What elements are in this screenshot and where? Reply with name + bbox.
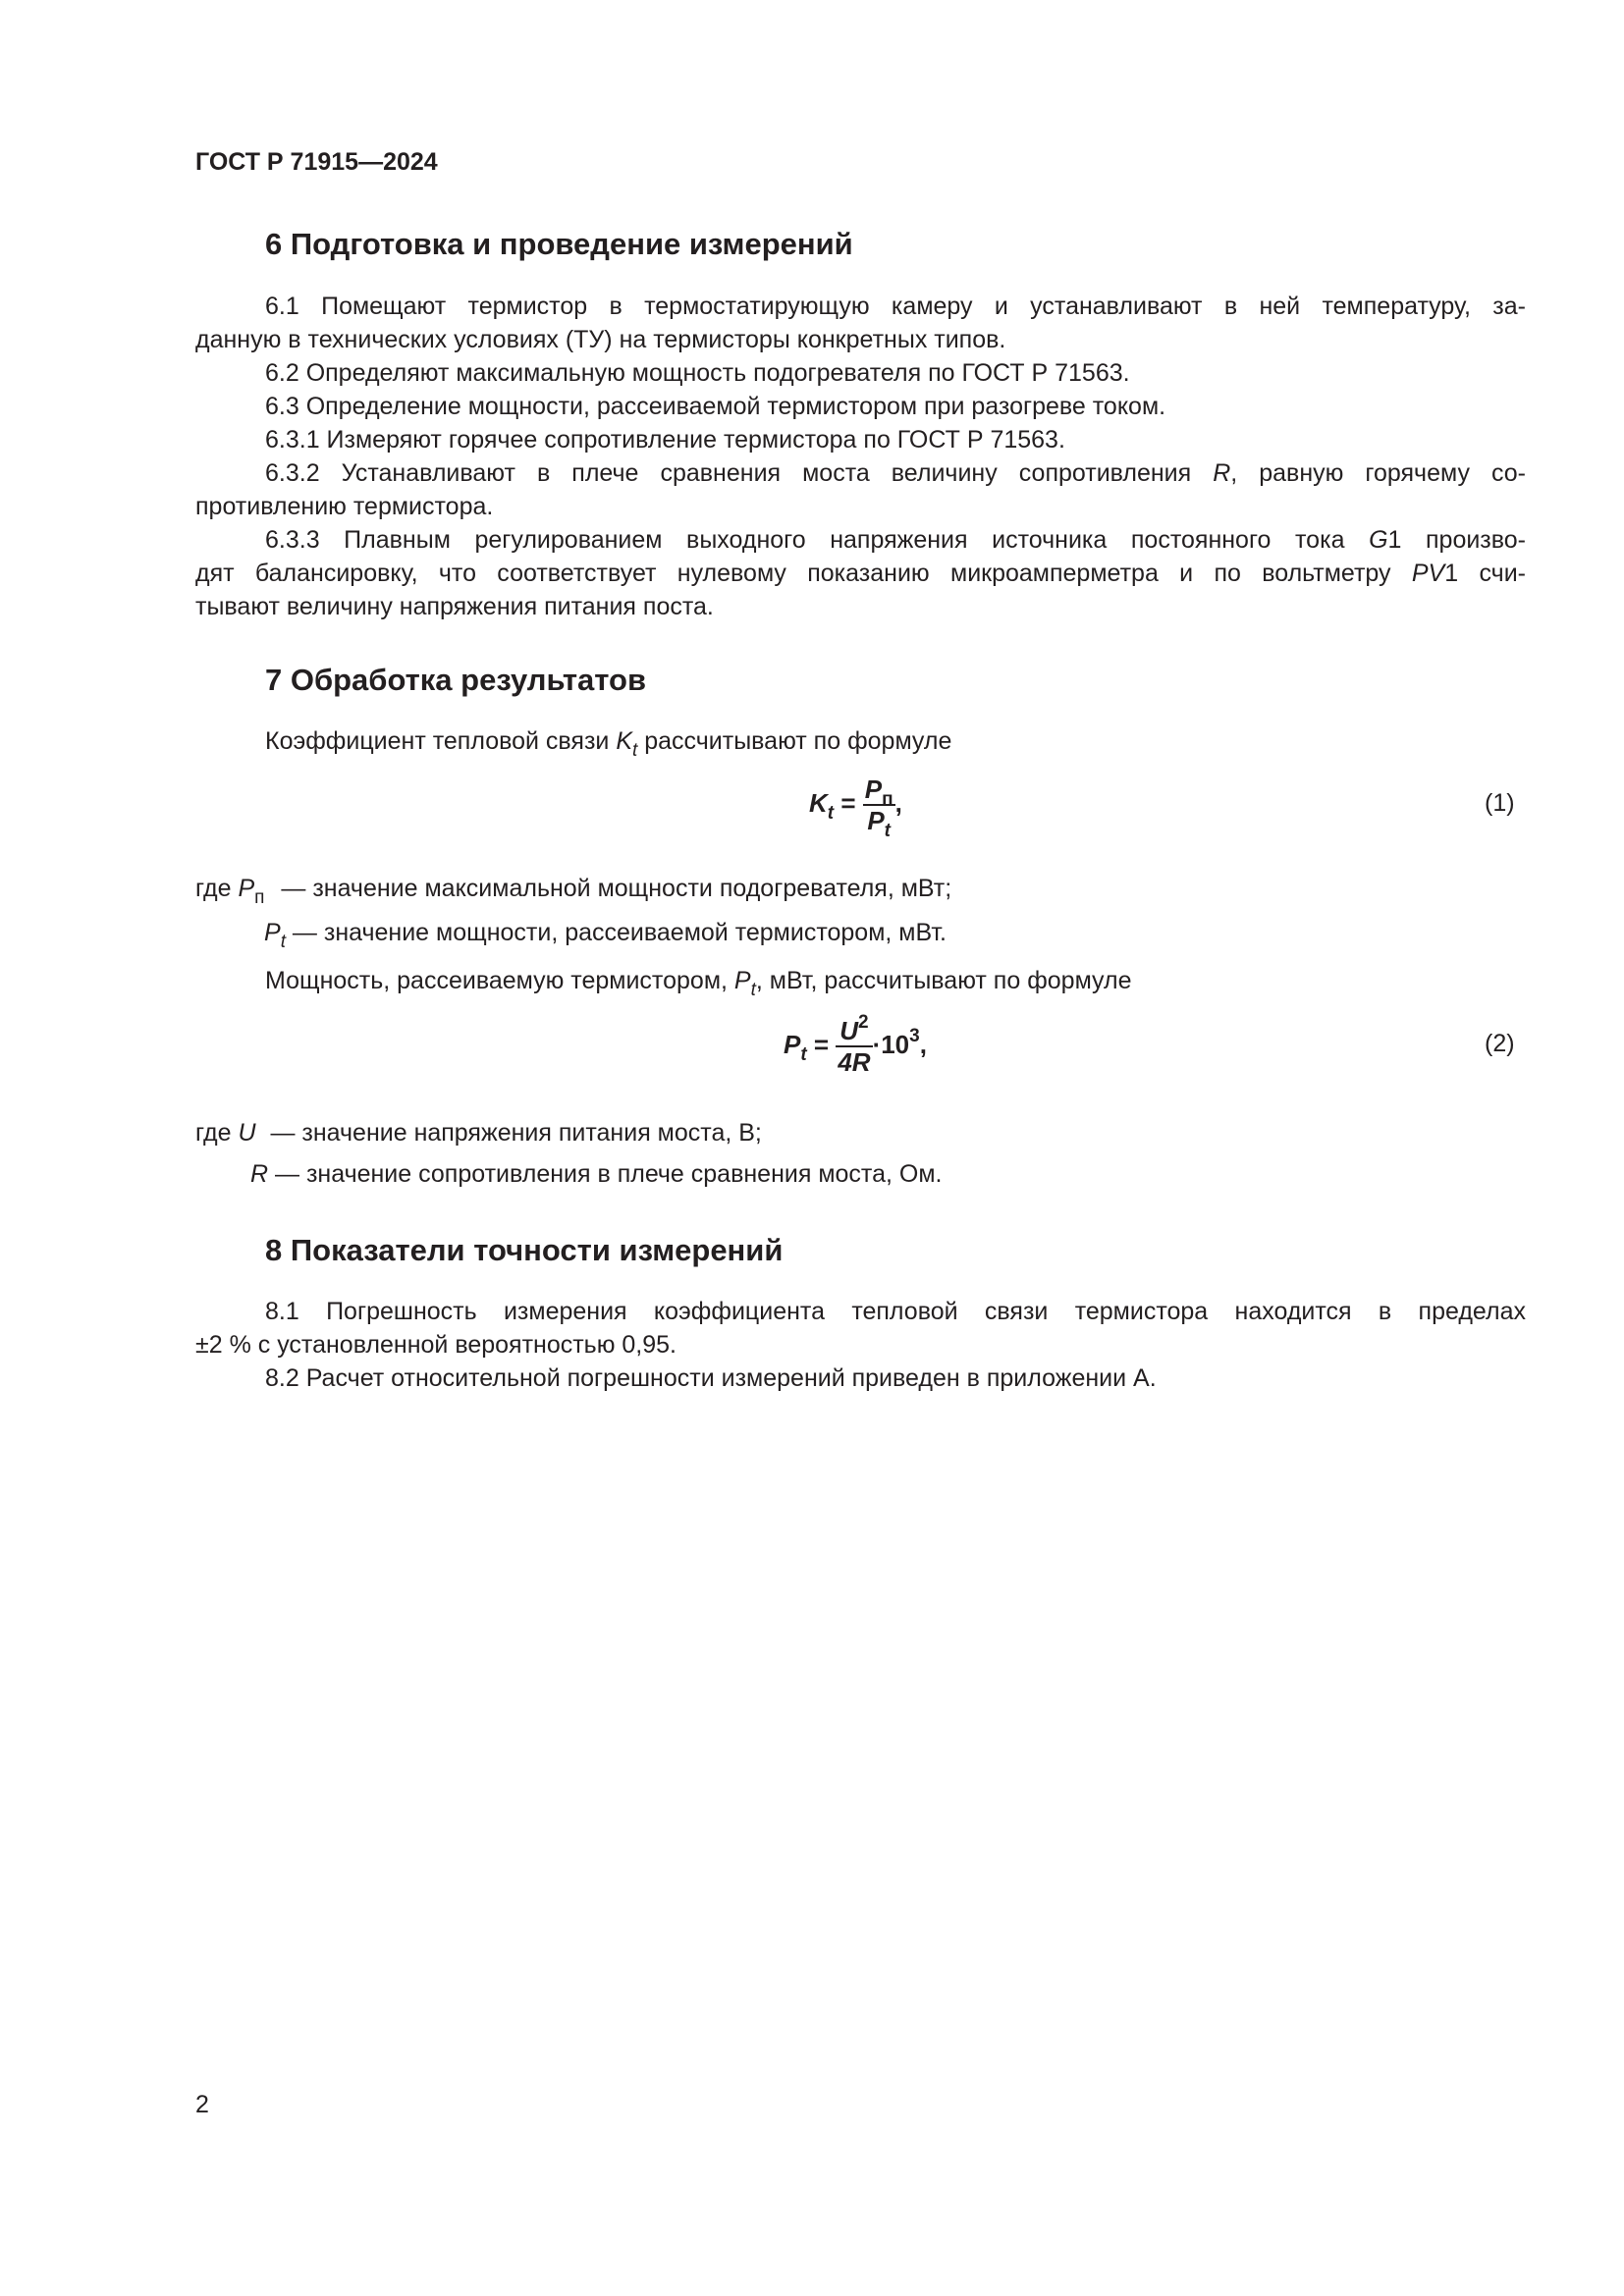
paragraph-6-3-3-line-3: тывают величину напряжения питания поста. bbox=[195, 593, 714, 620]
paragraph-6-3-2-line-2: противлению термистора. bbox=[195, 493, 494, 520]
formula-2: $P_t$ = $\frac{U^2}{4R}$ $\cdot 10^3$, bbox=[784, 1012, 927, 1077]
formula-1: $K_t$ = $\frac{P_п}{P_t}$ , bbox=[809, 774, 902, 841]
page-number: 2 bbox=[195, 2091, 209, 2118]
paragraph-6-3-3-line-2: дят балансировку, что соответствует нулевому показанию микроамперметра и по вольтметру PV1 счи- bbox=[195, 560, 1526, 587]
where-p-thermistor: $P_t$ — значение мощности, рассеиваемой термистором, мВт. bbox=[264, 919, 947, 952]
where-r: R — значение сопротивления в плече сравнения моста, Ом. bbox=[250, 1160, 943, 1188]
paragraph-8-1-line-1: 8.1 Погрешность измерения коэффициента тепловой связи термистора находится в пределах bbox=[265, 1298, 1526, 1325]
paragraph-6-2: 6.2 Определяют максимальную мощность подогревателя по ГОСТ Р 71563. bbox=[265, 359, 1130, 387]
section-6-title: 6 Подготовка и проведение измерений bbox=[265, 227, 853, 261]
paragraph-6-3-1: 6.3.1 Измеряют горячее сопротивление термистора по ГОСТ Р 71563. bbox=[265, 426, 1065, 454]
paragraph-6-1-line-2: данную в технических условиях (ТУ) на термисторы конкретных типов. bbox=[195, 326, 1006, 353]
paragraph-6-3: 6.3 Определение мощности, рассеиваемой термистором при разогреве током. bbox=[265, 393, 1166, 420]
document-code-header: ГОСТ Р 71915—2024 bbox=[195, 148, 438, 176]
formula-2-fraction: $\frac{U^2}{4R}$ bbox=[838, 1012, 871, 1077]
section-7-title: 7 Обработка результатов bbox=[265, 663, 647, 697]
formula-1-fraction: $\frac{P_п}{P_t}$ bbox=[864, 774, 893, 841]
where-p-heater: где $P_п$ — значение максимальной мощности подогревателя, мВт; bbox=[195, 875, 952, 908]
formula-1-number: (1) bbox=[1485, 789, 1515, 817]
where-u: где U — значение напряжения питания моста, В; bbox=[195, 1119, 762, 1147]
paragraph-8-1-line-2: ±2 % с установленной вероятностью 0,95. bbox=[195, 1331, 677, 1359]
formula-1-intro: Коэффициент тепловой связи $K_t$ рассчитывают по формуле bbox=[265, 727, 952, 761]
formula-2-intro: Мощность, рассеиваемую термистором, $P_t$, мВт, рассчитывают по формуле bbox=[265, 967, 1132, 1000]
section-8-title: 8 Показатели точности измерений bbox=[265, 1233, 784, 1267]
paragraph-6-3-2-line-1: 6.3.2 Устанавливают в плече сравнения моста величину сопротивления R, равную горячему со- bbox=[265, 459, 1527, 487]
formula-2-number: (2) bbox=[1485, 1030, 1515, 1057]
paragraph-8-2: 8.2 Расчет относительной погрешности измерений приведен в приложении А. bbox=[265, 1364, 1157, 1392]
paragraph-6-1-line-1: 6.1 Помещают термистор в термостатирующую камеру и устанавливают в ней температуру, за- bbox=[265, 293, 1526, 320]
paragraph-6-3-3-line-1: 6.3.3 Плавным регулированием выходного напряжения источника постоянного тока G1 произво- bbox=[265, 526, 1526, 554]
